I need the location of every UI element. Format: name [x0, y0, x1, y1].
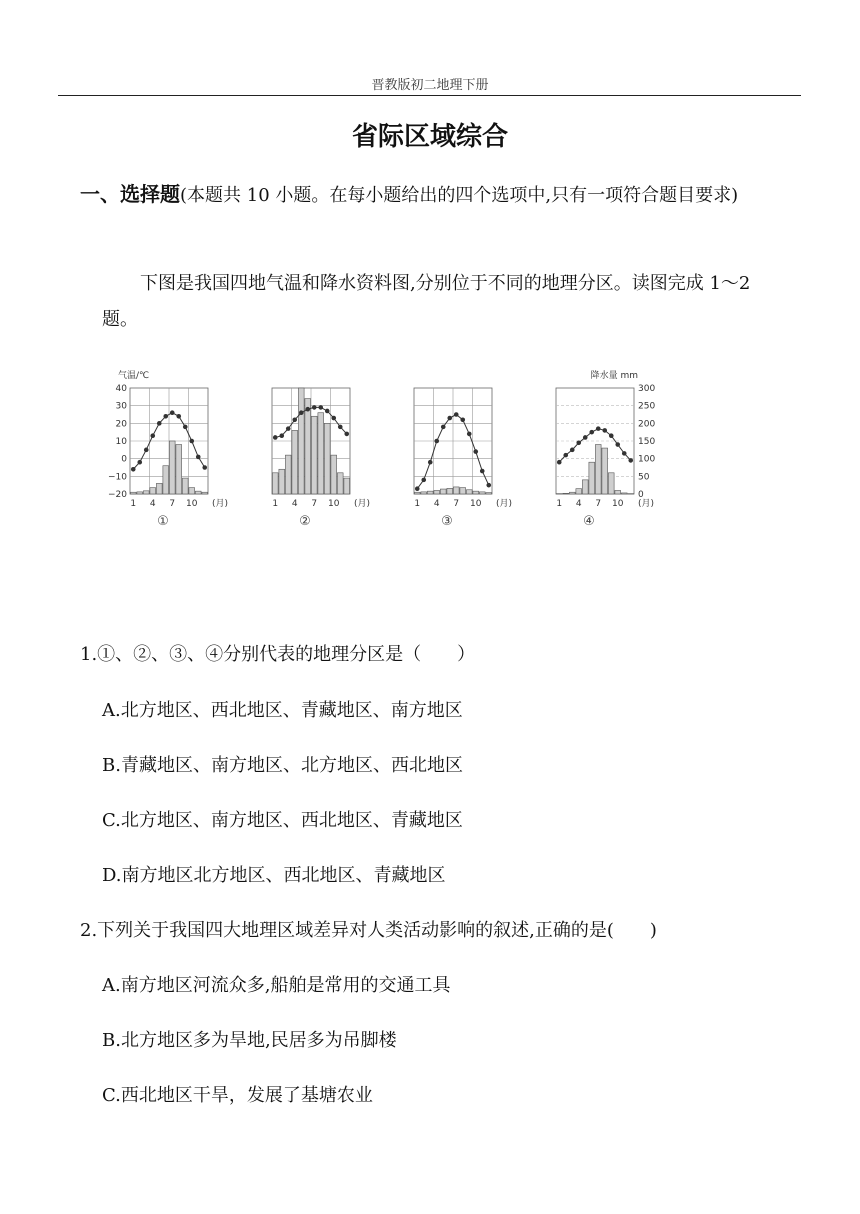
precipitation-bar — [466, 490, 472, 494]
precip-tick-label: 100 — [638, 454, 656, 465]
temperature-point — [331, 416, 336, 421]
precipitation-bar — [621, 493, 627, 494]
precipitation-bar — [143, 491, 149, 494]
temperature-point — [176, 414, 181, 419]
precip-tick-label: 150 — [638, 437, 656, 447]
x-tick-label: 10 — [612, 499, 624, 509]
temp-tick-label: 40 — [115, 384, 127, 394]
precipitation-bar — [130, 492, 136, 494]
temp-tick-label: −20 — [108, 490, 127, 500]
temperature-point — [421, 478, 426, 483]
chart-marker: ③ — [441, 514, 453, 529]
temperature-point — [286, 426, 291, 431]
precipitation-bar — [182, 478, 188, 494]
precipitation-bar — [176, 445, 182, 494]
temperature-point — [563, 453, 568, 458]
precipitation-bar — [563, 493, 569, 494]
precip-tick-label: 0 — [638, 490, 644, 500]
question-1-option-d[interactable]: D.南方地区北方地区、西北地区、青藏地区 — [102, 865, 446, 886]
temperature-point — [292, 418, 297, 423]
x-tick-label: 10 — [186, 499, 198, 509]
temperature-point — [196, 455, 201, 460]
temperature-point — [596, 426, 601, 431]
climate-charts — [104, 366, 664, 534]
precipitation-bar — [202, 492, 208, 494]
x-tick-label: 10 — [328, 499, 340, 509]
x-tick-label: 1 — [414, 499, 421, 509]
precipitation-bar — [189, 488, 195, 494]
precipitation-bar — [195, 491, 201, 494]
temperature-point — [428, 460, 433, 465]
temperature-point — [137, 460, 142, 465]
x-tick-label: 7 — [595, 499, 602, 509]
precipitation-bar — [344, 478, 350, 494]
x-tick-label: 1 — [556, 499, 563, 509]
temperature-point — [131, 467, 136, 472]
temp-tick-label: 20 — [115, 419, 127, 430]
x-tick-label: 4 — [149, 499, 156, 509]
precip-tick-label: 300 — [638, 384, 656, 394]
precipitation-bar — [150, 488, 156, 494]
precipitation-bar — [163, 466, 169, 494]
temperature-point — [609, 433, 614, 438]
chart-marker: ① — [157, 514, 169, 529]
question-1-stem: 1.①、②、③、④分别代表的地理分区是（ ） — [80, 644, 476, 665]
precipitation-bar — [589, 462, 595, 494]
temperature-point — [312, 405, 317, 410]
precipitation-bar — [285, 455, 291, 494]
temp-tick-label: −10 — [108, 472, 127, 483]
precipitation-bar — [473, 491, 479, 494]
temperature-point — [602, 428, 607, 433]
precip-tick-label: 250 — [638, 401, 656, 412]
temperature-point — [415, 486, 420, 491]
x-tick-label: 10 — [470, 499, 482, 509]
temperature-point — [279, 433, 284, 438]
temperature-point — [622, 451, 627, 456]
x-tick-label: 7 — [311, 499, 318, 509]
temperature-point — [441, 425, 446, 430]
precipitation-bar — [298, 388, 304, 494]
x-tick-label: 4 — [433, 499, 440, 509]
question-2-option-a[interactable]: A.南方地区河流众多,船舶是常用的交通工具 — [102, 975, 451, 996]
temperature-point — [557, 460, 562, 465]
precipitation-bar — [582, 480, 588, 494]
temp-tick-label: 10 — [115, 437, 127, 447]
temperature-point — [144, 448, 149, 453]
temperature-point — [447, 416, 452, 421]
climate-chart-1 — [108, 369, 228, 529]
precipitation-bar — [272, 473, 278, 494]
precipitation-bar — [595, 445, 601, 494]
temperature-point — [202, 465, 207, 470]
precipitation-bar — [602, 448, 608, 494]
chart-marker: ④ — [583, 514, 595, 529]
temp-tick-label: 30 — [115, 401, 127, 412]
precipitation-bar — [421, 492, 427, 494]
x-tick-label: 4 — [575, 499, 582, 509]
precipitation-bar — [608, 473, 614, 494]
header-divider — [58, 95, 801, 96]
temperature-point — [480, 469, 485, 474]
question-2-option-c[interactable]: C.西北地区干旱，发展了基塘农业 — [102, 1085, 373, 1106]
temperature-point — [589, 430, 594, 435]
precipitation-bar — [324, 423, 330, 494]
temperature-point — [273, 435, 278, 440]
precipitation-bar — [414, 492, 420, 494]
precip-tick-label: 200 — [638, 419, 656, 430]
temperature-point — [473, 449, 478, 454]
question-1-option-b[interactable]: B.青藏地区、南方地区、北方地区、西北地区 — [102, 755, 463, 776]
precipitation-bar — [434, 490, 440, 494]
climate-chart-4 — [556, 369, 655, 529]
section-heading — [80, 176, 785, 214]
precipitation-bar — [447, 488, 453, 494]
temperature-point — [583, 435, 588, 440]
climate-chart-3 — [414, 388, 512, 529]
precip-tick-label: 50 — [638, 472, 650, 483]
temperature-point — [467, 432, 472, 437]
precipitation-bar — [440, 489, 446, 494]
x-unit-label: (月) — [354, 499, 371, 509]
section-description: (本题共 10 小题。在每小题给出的四个选项中,只有一项符合题目要求) — [180, 185, 739, 206]
precipitation-bar — [479, 492, 485, 494]
precipitation-bar — [311, 416, 317, 494]
precipitation-bar — [318, 413, 324, 494]
temperature-point — [299, 410, 304, 415]
page-header: 晋教版初二地理下册 — [371, 78, 489, 93]
temperature-point — [325, 409, 330, 414]
precipitation-bar — [279, 469, 285, 494]
x-tick-label: 7 — [453, 499, 460, 509]
temperature-point — [318, 405, 323, 410]
question-1-option-c[interactable]: C.北方地区、南方地区、西北地区、青藏地区 — [102, 810, 463, 831]
precipitation-bar — [169, 441, 175, 494]
question-2-stem: 2.下列关于我国四大地理区域差异对人类活动影响的叙述,正确的是( ) — [80, 920, 657, 941]
precipitation-bar — [569, 492, 575, 494]
section-title: 一、选择题 — [80, 182, 180, 206]
temperature-point — [460, 418, 465, 423]
temperature-point — [628, 458, 633, 463]
precipitation-bar — [460, 488, 466, 494]
temperature-point — [338, 425, 343, 430]
x-tick-label: 1 — [130, 499, 137, 509]
x-tick-label: 7 — [169, 499, 176, 509]
x-unit-label: (月) — [496, 499, 513, 509]
temperature-point — [454, 412, 459, 417]
precipitation-bar — [453, 487, 459, 494]
question-1-option-a[interactable]: A.北方地区、西北地区、青藏地区、南方地区 — [102, 700, 463, 721]
precipitation-bar — [137, 492, 143, 494]
precipitation-bar — [576, 489, 582, 494]
temperature-point — [189, 439, 194, 444]
temperature-point — [576, 440, 581, 445]
precipitation-bar — [427, 491, 433, 494]
temperature-point — [183, 425, 188, 430]
x-unit-label: (月) — [212, 499, 229, 509]
chart-marker: ② — [299, 514, 311, 529]
x-unit-label: (月) — [638, 499, 655, 509]
temperature-point — [163, 414, 168, 419]
climate-chart-2 — [272, 388, 370, 529]
temperature-point — [344, 432, 349, 437]
x-tick-label: 4 — [291, 499, 298, 509]
x-tick-label: 1 — [272, 499, 279, 509]
temperature-point — [615, 442, 620, 447]
temperature-point — [170, 410, 175, 415]
precipitation-bar — [292, 430, 298, 494]
precipitation-bar — [337, 473, 343, 494]
intro-paragraph: 下图是我国四地气温和降水资料图,分别位于不同的地理分区。读图完成 1～2 题。 — [102, 273, 751, 330]
temperature-point — [305, 407, 310, 412]
temperature-point — [434, 439, 439, 444]
precip-axis-title: 降水量 mm — [590, 371, 638, 381]
precipitation-bar — [615, 490, 621, 494]
precipitation-bar — [156, 483, 162, 494]
temp-axis-title: 气温/℃ — [118, 371, 150, 381]
temperature-point — [570, 448, 575, 453]
page-title: 省际区域综合 — [351, 122, 508, 152]
precipitation-bar — [305, 399, 311, 494]
temperature-point — [486, 483, 491, 488]
temperature-point — [150, 433, 155, 438]
question-2-option-b[interactable]: B.北方地区多为旱地,民居多为吊脚楼 — [102, 1030, 397, 1051]
precipitation-bar — [486, 493, 492, 494]
precipitation-bar — [331, 455, 337, 494]
temperature-point — [157, 421, 162, 426]
temp-tick-label: 0 — [121, 454, 127, 465]
